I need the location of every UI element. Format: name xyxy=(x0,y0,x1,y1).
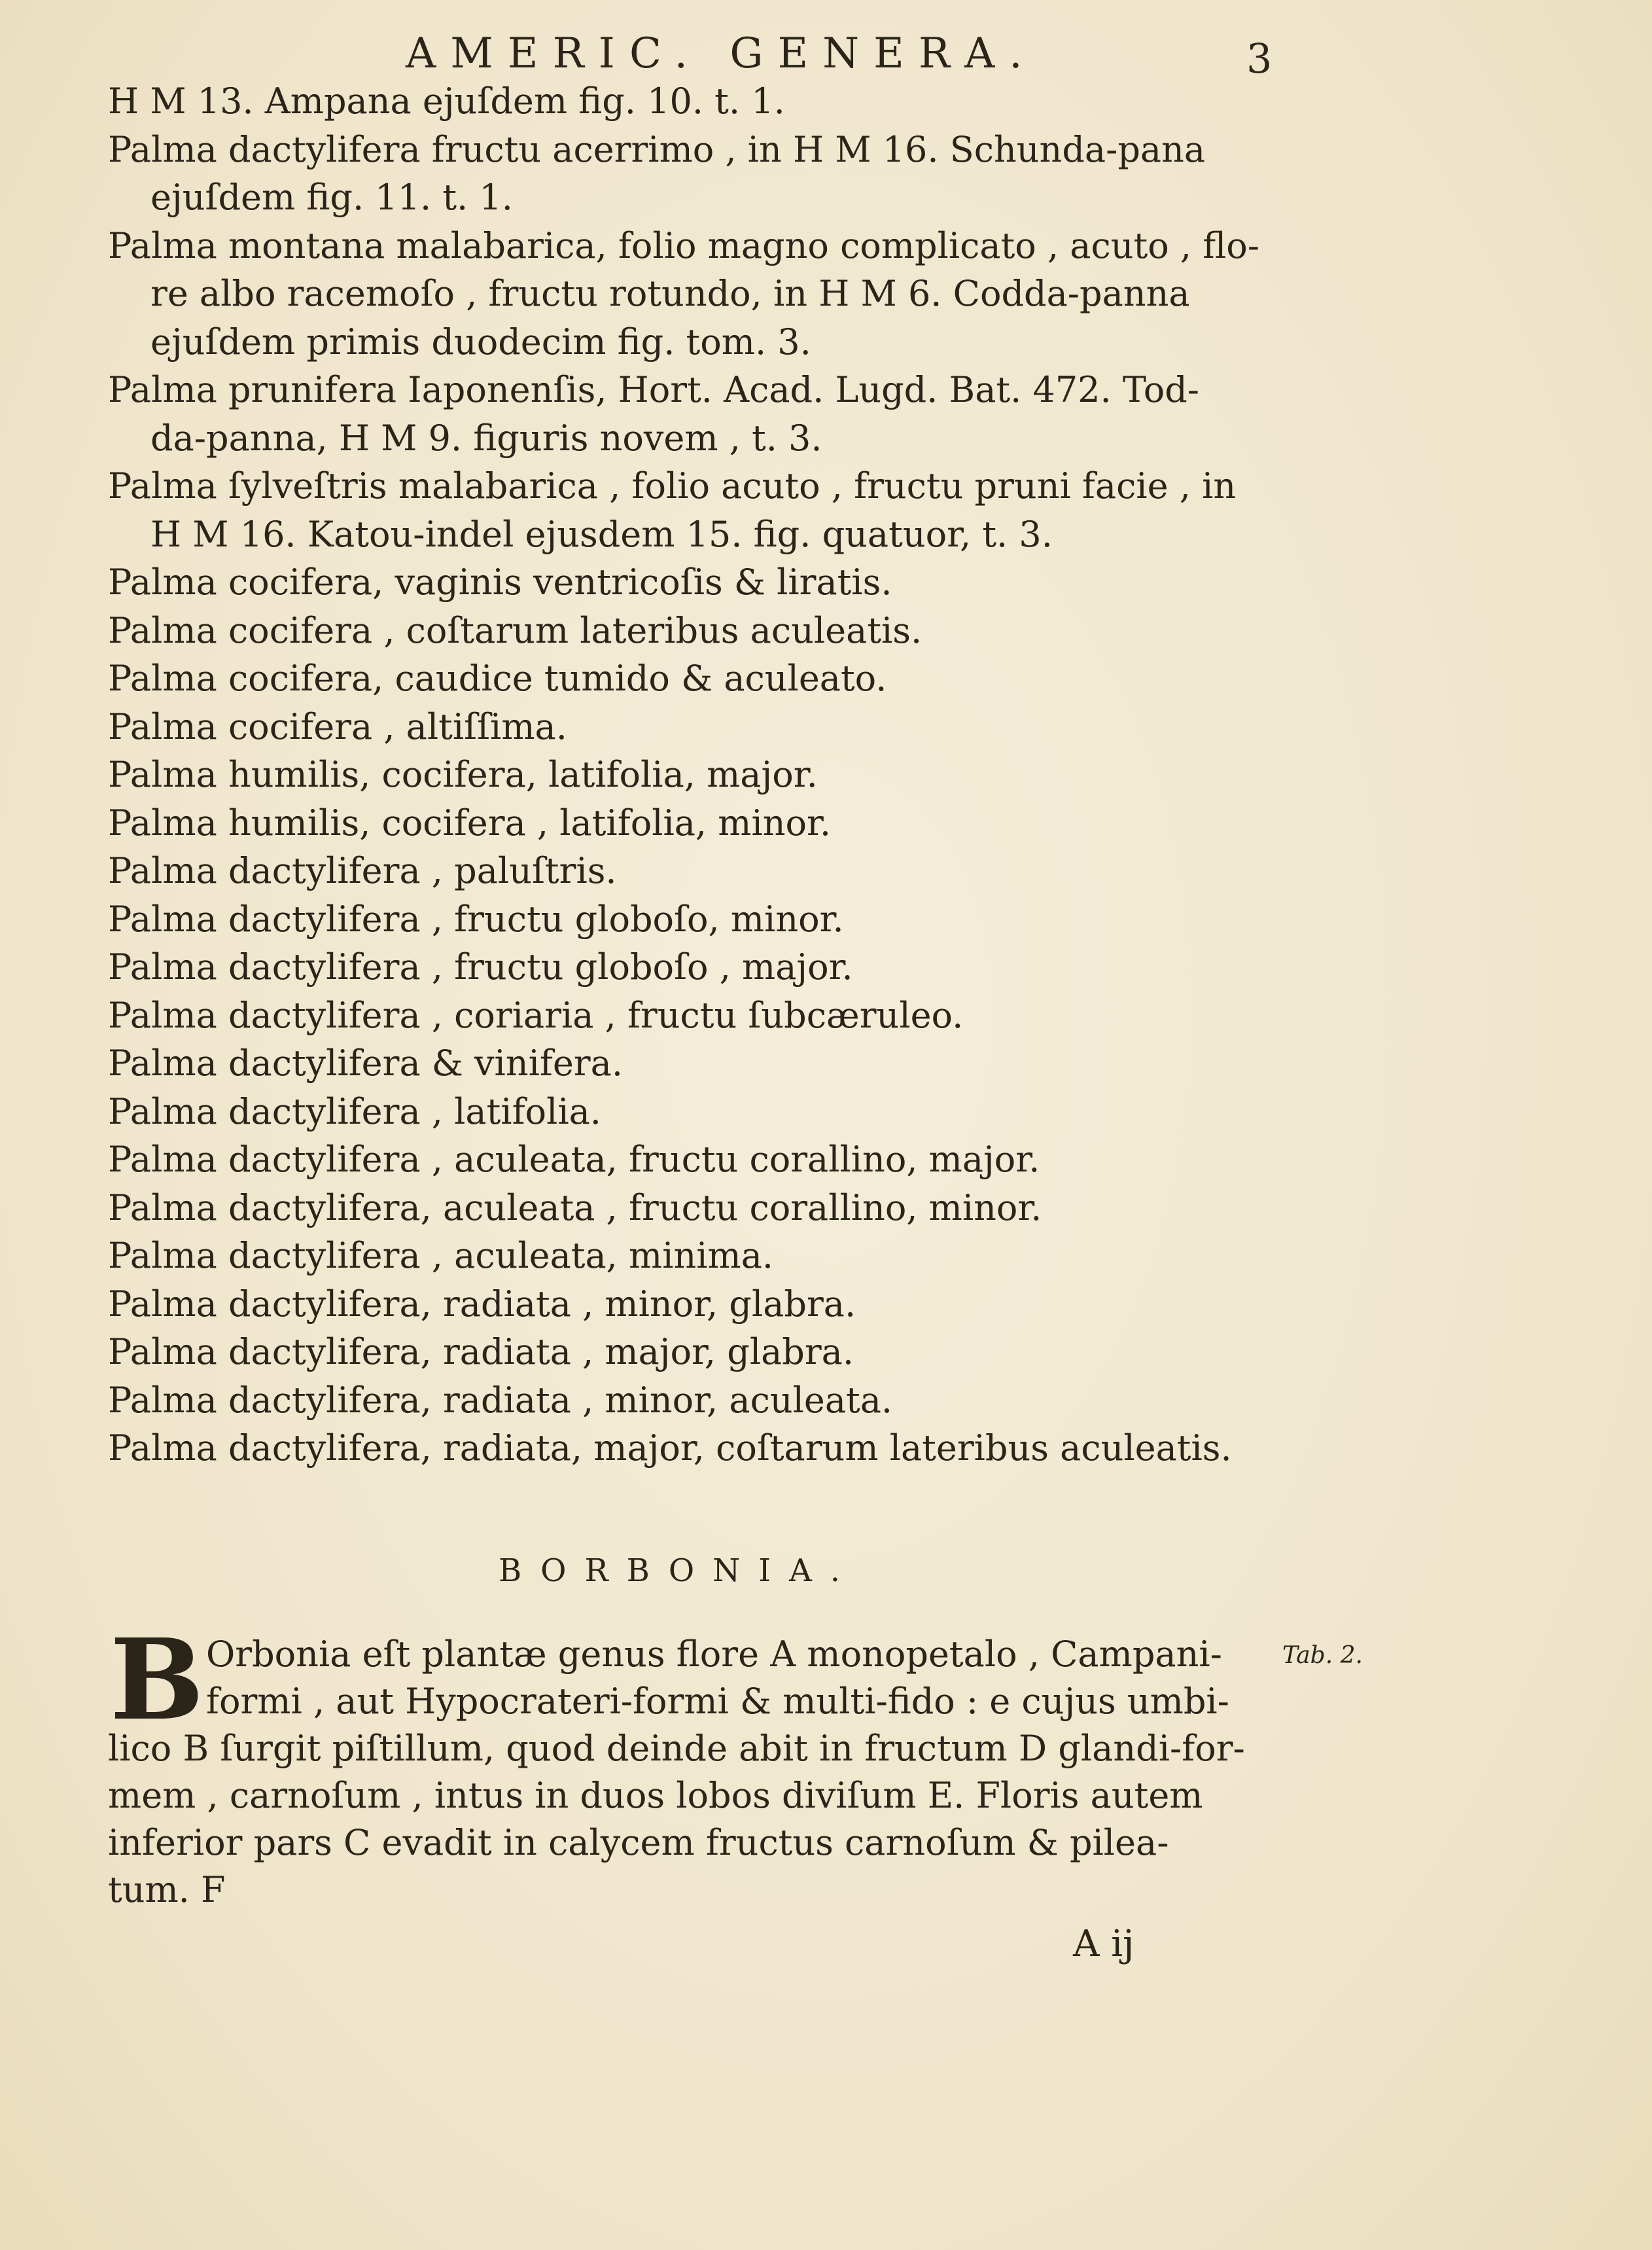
entry-line: Palma cocifera, caudice tumido & aculeato. xyxy=(108,658,887,699)
paragraph-line: formi , aut Hypocrateri-formi & multi-fido : e cujus umbi- xyxy=(206,1681,1229,1722)
paragraph-line: mem , carnoſum , intus in duos lobos diviſum E. Floris autem xyxy=(108,1775,1203,1816)
description-paragraph xyxy=(108,1615,1286,1914)
entry-continuation: H M 16. Katou-indel ejusdem 15. fig. quatuor, t. 3. xyxy=(150,513,1053,555)
entry-line: Palma humilis, cocifera , latifolia, minor. xyxy=(108,802,832,844)
list-item xyxy=(108,1184,1286,1232)
entry-continuation: da-panna, H M 9. figuris novem , t. 3. xyxy=(150,417,822,459)
entry-line: Palma dactylifera, radiata , minor, aculeata. xyxy=(108,1379,893,1421)
list-item xyxy=(108,703,1286,751)
page-number: 3 xyxy=(1246,35,1273,82)
list-item xyxy=(108,462,1286,558)
entry-line: Palma dactylifera , fructu globoſo , major. xyxy=(108,946,853,988)
entry-line: Palma dactylifera, radiata , minor, glabra. xyxy=(108,1283,856,1325)
paragraph-line: inferior pars C evadit in calycem fructus carnoſum & pilea- xyxy=(108,1822,1169,1863)
list-item xyxy=(108,366,1286,462)
running-title: AMERIC. GENERA. xyxy=(406,29,1037,78)
list-item xyxy=(108,222,1286,318)
entry-line: Palma dactylifera , aculeata, fructu corallino, major. xyxy=(108,1139,1040,1180)
drop-cap: B xyxy=(110,1615,204,1745)
entry-line: Palma dactylifera , paluſtris. xyxy=(108,850,617,891)
list-item xyxy=(108,77,1286,126)
list-item xyxy=(108,1088,1286,1136)
list-item xyxy=(108,847,1286,895)
entry-continuation: ejuſdem fig. 11. t. 1. xyxy=(150,177,513,218)
entry-line: Palma prunifera Iaponenſis, Hort. Acad. Lugd. Bat. 472. Tod- xyxy=(108,369,1200,410)
entry-line: Palma dactylifera , coriaria , fructu ſubcæruleo. xyxy=(108,994,964,1036)
entry-line: Palma dactylifera , latifolia. xyxy=(108,1090,601,1132)
entry-continuation: re albo racemoſo , fructu rotundo, in H M 6. Codda-panna xyxy=(150,273,1190,314)
entry-line: Palma cocifera , coſtarum lateribus aculeatis. xyxy=(108,609,923,651)
margin-note: Tab. 2. xyxy=(1282,1642,1363,1669)
paragraph-line: Orbonia eſt plantæ genus flore A monopetalo , Campani- xyxy=(206,1634,1222,1675)
list-item xyxy=(108,1280,1286,1329)
entry-line: Palma cocifera, vaginis ventricoſis & liratis. xyxy=(108,562,892,603)
list-item xyxy=(108,1135,1286,1184)
paragraph-line: tum. F xyxy=(108,1869,226,1910)
list-item xyxy=(108,895,1286,944)
list-item xyxy=(108,799,1286,848)
entry-line: Palma ſylveſtris malabarica , folio acuto , fructu pruni facie , in xyxy=(108,465,1237,507)
list-item xyxy=(108,558,1286,607)
entry-line: Palma dactylifera & vinifera. xyxy=(108,1043,623,1084)
list-item xyxy=(108,126,1286,222)
entry-line: Palma humilis, cocifera, latifolia, major. xyxy=(108,754,818,795)
list-item xyxy=(108,943,1286,991)
entry-line: Palma cocifera , altiſſima. xyxy=(108,705,567,747)
list-item xyxy=(108,654,1286,703)
entry-line: Palma dactylifera, aculeata , fructu corallino, minor. xyxy=(108,1187,1042,1228)
list-item xyxy=(108,1376,1286,1425)
entry-line: H M 13. Ampana ejuſdem fig. 10. t. 1. xyxy=(108,80,785,122)
catchword: A ij xyxy=(1073,1923,1134,1965)
entry-line: Palma dactylifera, radiata , major, glabra. xyxy=(108,1331,854,1372)
paragraph-line: lico B ſurgit piſtillum, quod deinde abit in fructum D glandi-for- xyxy=(108,1728,1245,1769)
list-item xyxy=(108,1424,1286,1473)
list-item xyxy=(108,1232,1286,1280)
genus-entry-list xyxy=(108,77,1286,1473)
entry-line: Palma dactylifera fructu acerrimo , in H M 16. Schunda-pana xyxy=(108,128,1206,170)
list-item xyxy=(108,1039,1286,1088)
list-item xyxy=(108,991,1286,1040)
list-item xyxy=(108,318,1286,366)
list-item xyxy=(108,607,1286,655)
entry-line: Palma montana malabarica, folio magno complicato , acuto , flo- xyxy=(108,224,1259,266)
entry-line: Palma dactylifera , fructu globoſo, minor. xyxy=(108,898,844,940)
entry-line: Palma dactylifera, radiata, major, coſtarum lateribus aculeatis. xyxy=(108,1427,1232,1469)
entry-continuation: ejuſdem primis duodecim fig. tom. 3. xyxy=(150,321,811,363)
list-item xyxy=(108,751,1286,799)
section-title: BORBONIA. xyxy=(499,1552,859,1589)
entry-line: Palma dactylifera , aculeata, minima. xyxy=(108,1235,774,1276)
list-item xyxy=(108,1328,1286,1376)
